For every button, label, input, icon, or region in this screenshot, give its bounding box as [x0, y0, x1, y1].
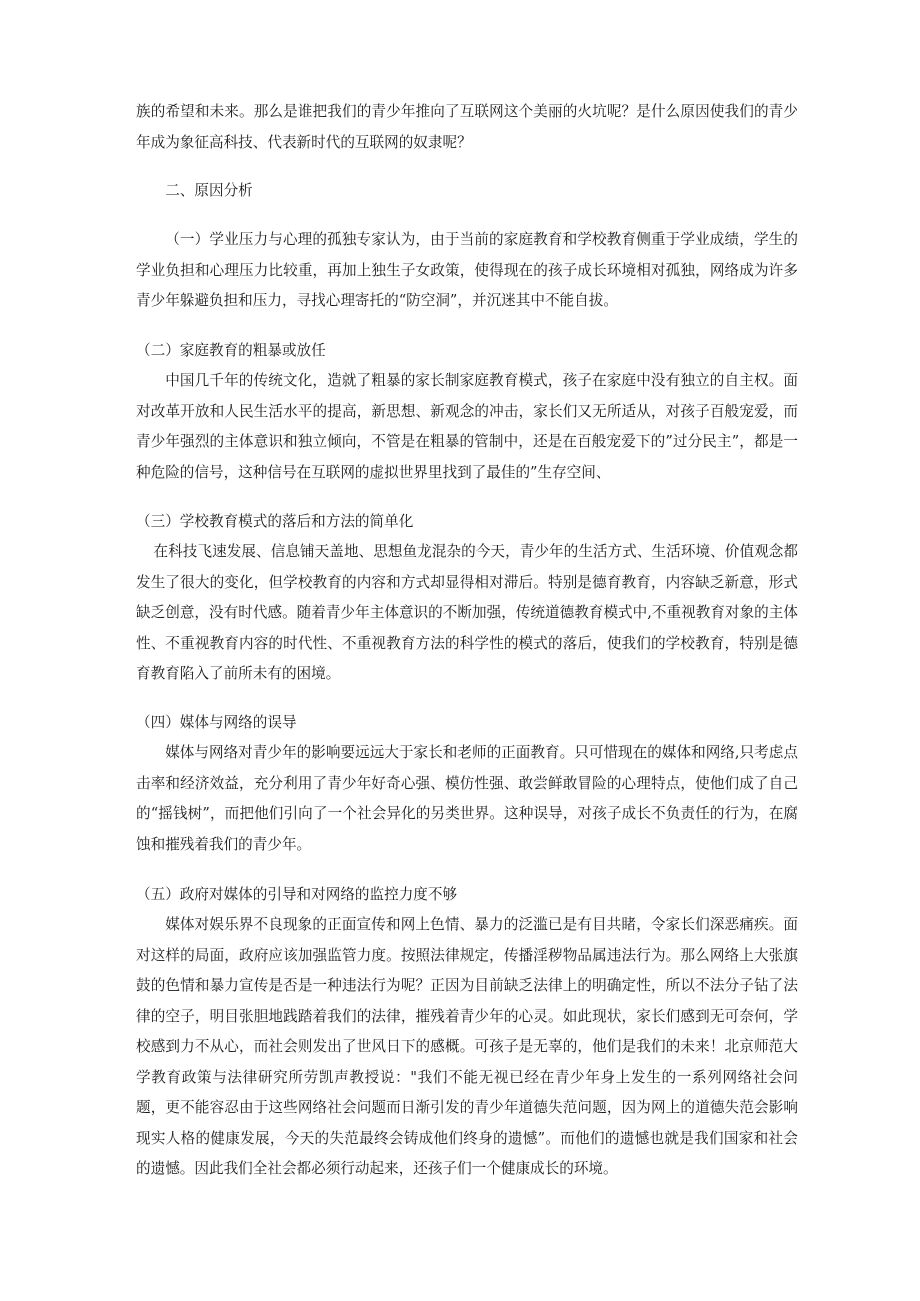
item4-heading-media-network: （四）媒体与网络的误导 — [136, 714, 297, 731]
item5-government-supervision-paragraph: 媒体对娱乐界不良现象的正面宣传和网上色情、暴力的泛滥已是有目共睹，令家长们深恶痛疾。面对这样的局面，政府应该加强监管力度。按照法律规定，传播淫秽物品属违法行为。那么网络上大张旗鼓的色情和暴力宣传是否是一种违法行为呢？正因为目前缺乏法律上的明确定性，所以不法分子钻了法律的空子，明目张胆地践踏着我们的法律，摧残着青少年的心灵。如此现状，家长们感到无可奈何，学校感到力不从心，而社会则发出了世风日下的感概。可孩子是无辜的，他们是我们的未来！北京师范大学教育政策与法律研究所劳凯声教授说："我们不能无视已经在青少年身上发生的一系列网络社会问题，更不能容忍由于这些网络社会问题而日渐引发的青少年道德失范问题，因为网上的道德失范会影响现实人格的健康发展，今天的失范最终会铸成他们终身的遗憾”。而他们的遗憾也就是我们国家和社会的遗憾。因此我们全社会都必须行动起来，还孩子们一个健康成长的环境。 — [136, 916, 798, 1177]
item2-heading-family-education: （二）家庭教育的粗暴或放任 — [136, 342, 326, 359]
item1-academic-pressure-paragraph: （一）学业压力与心理的孤独专家认为，由于当前的家庭教育和学校教育侧重于学业成绩，学生的学业负担和心理压力比较重，再加上独生子女政策，使得现在的孩子成长环境相对孤独，网络成为许多青少年躲避负担和压力，寻找心理寄托的“防空洞”，并沉迷其中不能自拔。 — [136, 231, 798, 309]
intro-continuation-paragraph: 族的希望和未来。那么是谁把我们的青少年推向了互联网这个美丽的火坑呢？是什么原因使我们的青少年成为象征高科技、代表新时代的互联网的奴隶呢？ — [136, 103, 798, 151]
item4-media-network-paragraph: 媒体与网络对青少年的影响要远远大于家长和老师的正面教育。只可惜现在的媒体和网络,只考虑点击率和经济效益，充分利用了青少年好奇心强、模仿性强、敢尝鲜敢冒险的心理特点，使他们成了自己的“摇钱树”，而把他们引向了一个社会异化的另类世界。这种误导，对孩子成长不负责任的行为，在腐蚀和摧残着我们的青少年。 — [136, 744, 798, 853]
item3-school-education-paragraph: 在科技飞速发展、信息铺天盖地、思想鱼龙混杂的今天，青少年的生活方式、生活环境、价值观念都发生了很大的变化，但学校教育的内容和方式却显得相对滞后。特别是德育教育，内容缺乏新意，形式缺乏创意，没有时代感。随着青少年主体意识的不断加强，传统道德教育模式中,不重视教育对象的主体性、不重视教育内容的时代性、不重视教育方法的科学性的模式的落后，使我们的学校教育，特别是德育教育陷入了前所未有的困境。 — [136, 543, 798, 682]
item2-family-education-paragraph: 中国几千年的传统文化，造就了粗暴的家长制家庭教育模式，孩子在家庭中没有独立的自主权。面对改革开放和人民生活水平的提高，新思想、新观念的冲击，家长们又无所适从，对孩子百般宠爱，而青少年强烈的主体意识和独立倾向，不管是在粗暴的管制中，还是在百般宠爱下的”过分民主”，都是一种危险的信号，这种信号在互联网的虚拟世界里找到了最佳的”生存空间、 — [136, 372, 798, 481]
item5-heading-government-supervision: （五）政府对媒体的引导和对网络的监控力度不够 — [136, 886, 458, 903]
section-heading-cause-analysis: 二、原因分析 — [165, 182, 253, 199]
item3-heading-school-education: （三）学校教育模式的落后和方法的简单化 — [136, 513, 414, 530]
